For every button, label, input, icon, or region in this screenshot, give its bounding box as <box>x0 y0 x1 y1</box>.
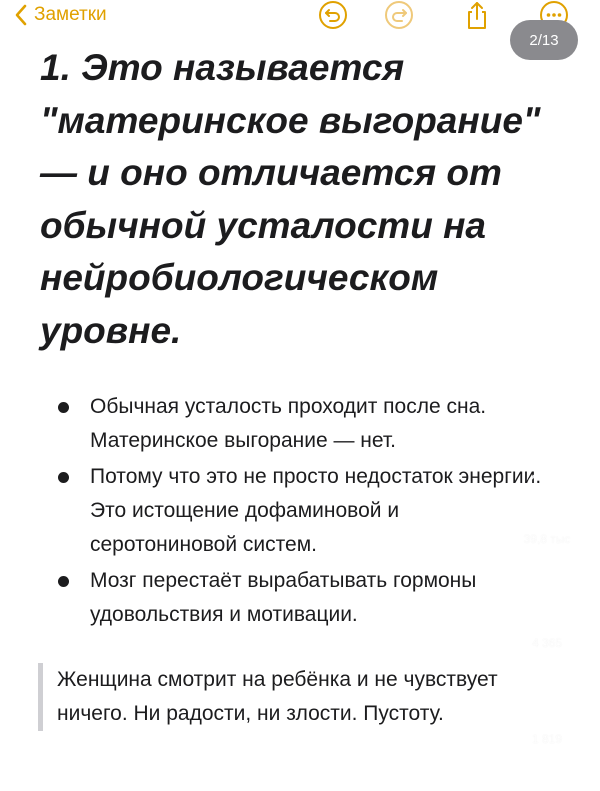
redo-icon[interactable] <box>384 0 414 30</box>
note-title: 1. Это называется "материнское выгорание" — и оно отличается от обычной усталости на нейробиологическом уровне. <box>40 47 541 351</box>
bullet-dot <box>58 402 69 413</box>
back-label: Заметки <box>34 4 107 25</box>
bullet-dot <box>58 472 69 483</box>
notes-toolbar <box>0 0 600 32</box>
comments-count: 4 365 <box>531 636 563 650</box>
page-counter: 2/13 <box>510 20 578 60</box>
heart-icon[interactable] <box>524 470 570 516</box>
chevron-left-icon <box>14 4 28 26</box>
back-button[interactable] <box>14 0 107 30</box>
bullet-list <box>0 390 600 634</box>
list-item <box>0 390 545 458</box>
quote-text: Женщина смотрит на ребёнка и не чувствует ничего. Ни радости, ни злости. Пустоту. <box>57 668 498 725</box>
bullet-dot <box>58 576 69 587</box>
likes-count: 39,8 тыс <box>523 532 571 546</box>
reposts-count: 1 819 <box>531 732 563 746</box>
overlay-divider <box>528 776 566 780</box>
list-item-text: Мозг перестаёт вырабатывать гормоны удовольствия и мотивации. <box>90 569 477 626</box>
repost-icon[interactable] <box>524 676 570 722</box>
list-item-text: Обычная усталость проходит после сна. Материнское выгорание — нет. <box>90 395 487 452</box>
list-item <box>0 460 545 562</box>
list-item-text: Потому что это не просто недостаток энергии. Это истощение дофаминовой и серотониновой систем. <box>90 465 542 556</box>
social-overlay <box>512 470 582 791</box>
comment-icon[interactable] <box>524 582 570 628</box>
list-item <box>0 564 545 632</box>
undo-icon[interactable] <box>318 0 348 30</box>
share-icon[interactable] <box>462 0 492 30</box>
